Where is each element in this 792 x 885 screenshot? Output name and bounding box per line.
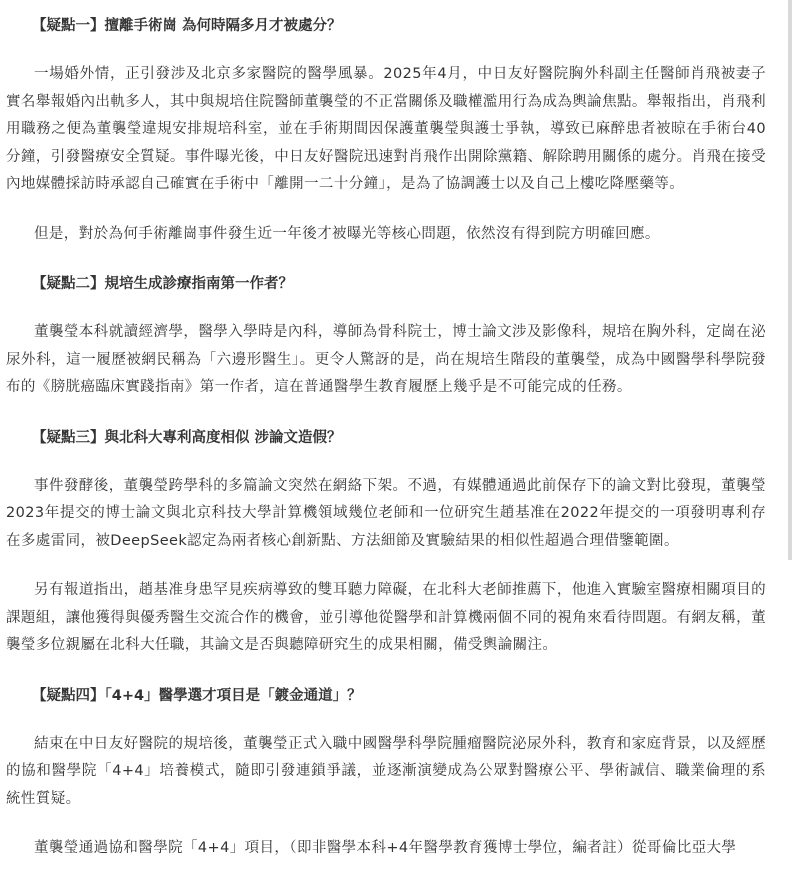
paragraph: 另有報道指出，趙基准身患罕見疾病導致的雙耳聽力障礙，在北科大老師推薦下，他進入實驗室醫療相關項目的課題組，讓他獲得與優秀醫生交流合作的機會，並引導他從醫學和計算機兩個不同的視角來看待問題。有網友稱，董襲瑩多位親屬在北科大任職，其論文是否與聽障研究生的成果相關，備受輿論關注。 xyxy=(6,582,766,653)
paragraph: 但是，對於為何手術離崗事件發生近一年後才被曝光等核心問題，依然沒有得到院方明確回應。 xyxy=(34,225,660,242)
section-heading-2: 【疑點二】規培生成診療指南第一作者？ xyxy=(32,276,293,292)
paragraph: 結束在中日友好醫院的規培後，董襲瑩正式入職中國醫學科學院腫瘤醫院泌尿外科，教育和家庭背景，以及經歷的協和醫學院「4+4」培養模式，隨即引發連鎖爭議，並逐漸演變成為公眾對醫療公平、學術誠信、職業倫理的系統性質疑。 xyxy=(6,735,766,807)
paragraph: 事件發酵後，董襲瑩跨學科的多篇論文突然在網絡下架。不過，有媒體通過此前保存下的論文對比發現，董襲瑩2023年提交的博士論文與北京科技大學計算機領域幾位老師和一位研究生趙基准在2022年提交的一項發明專利存在多處雷同，被DeepSeek認定為兩者核心創新點、方法細節及實驗結果的相似性超過合理借鑒範圍。 xyxy=(6,477,766,549)
paragraph: 董襲瑩通過協和醫學院「4+4」項目，（即非醫學本科+4年醫學教育獲博士學位，編者註）從哥倫比亞大學 xyxy=(34,840,737,856)
scrollbar[interactable] xyxy=(788,0,792,560)
section-heading-1: 【疑點一】擅離手術崗 為何時隔多月才被處分？ xyxy=(32,18,342,34)
paragraph: 一場婚外情，正引發涉及北京多家醫院的醫學風暴。2025年4月，中日友好醫院胸外科副主任醫師肖飛被妻子實名舉報婚內出軌多人，其中與規培住院醫師董襲瑩的不正當關係及職權濫用行為成為輿論焦點。舉報指出，肖飛利用職務之便為董襲瑩違規安排規培科室，並在手術期間因保護董襲瑩與護士爭執，導致已麻醉患者被晾在手術台40分鐘，引發醫療安全質疑。事件曝光後，中日友好醫院迅速對肖飛作出開除黨籍、解除聘用關係的處分。肖飛在接受內地媒體採訪時承認自己確實在手術中「離開一二十分鐘」，是為了協調護士以及自己上樓吃降壓藥等。 xyxy=(6,66,766,192)
section-heading-3: 【疑點三】與北科大專利高度相似 涉論文造假？ xyxy=(32,429,342,446)
paragraph: 董襲瑩本科就讀經濟學，醫學入學時是內科，導師為骨科院士，博士論文涉及影像科，規培在胸外科，定崗在泌尿外科，這一履歷被網民稱為「六邊形醫生」。更令人驚訝的是，尚在規培生階段的董襲瑩，成為中國醫學科學院發布的《膀胱癌臨床實踐指南》第一作者，這在普通醫學生教育履歷上幾乎是不可能完成的任務。 xyxy=(6,324,766,395)
section-heading-4: 【疑點四】「4+4」醫學選才項目是「鍍金通道」？ xyxy=(32,687,362,704)
